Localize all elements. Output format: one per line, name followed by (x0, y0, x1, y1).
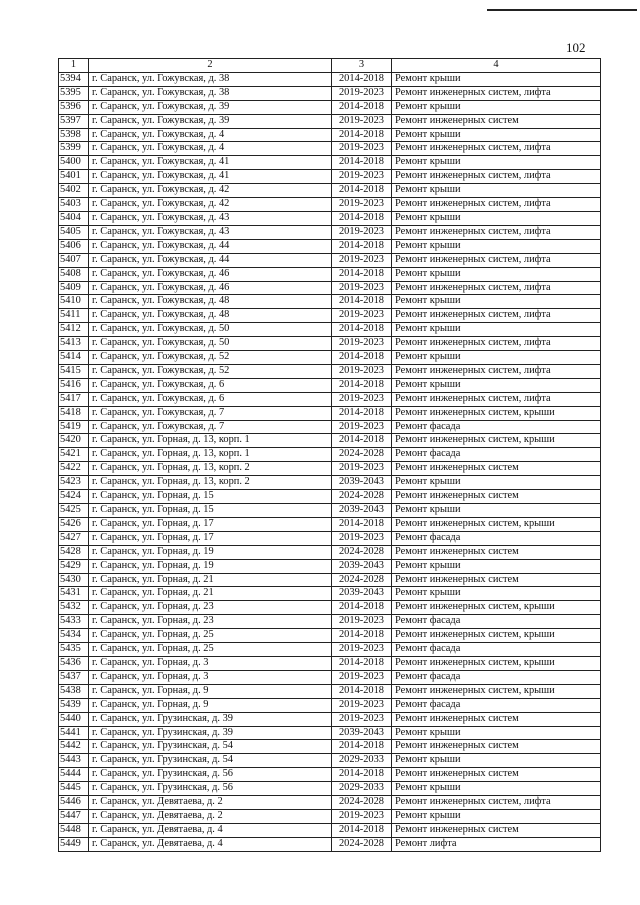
table-row (59, 504, 601, 518)
period-cell: 2014-2018 (332, 517, 392, 531)
address-cell: г. Саранск, ул. Грузинская, д. 54 (89, 740, 332, 754)
period-cell: 2014-2018 (332, 128, 392, 142)
address-cell: г. Саранск, ул. Горная, д. 19 (89, 559, 332, 573)
table-row (59, 267, 601, 281)
period-cell: 2014-2018 (332, 295, 392, 309)
address-cell: г. Саранск, ул. Гожувская, д. 52 (89, 364, 332, 378)
page-number: 102 (566, 40, 586, 55)
period-cell: 2014-2018 (332, 351, 392, 365)
table-row (59, 531, 601, 545)
row-number-cell: 5424 (59, 490, 89, 504)
work-type-cell: Ремонт крыши (392, 378, 601, 392)
table-row (59, 476, 601, 490)
address-cell: г. Саранск, ул. Гожувская, д. 50 (89, 323, 332, 337)
table-row (59, 782, 601, 796)
work-type-cell: Ремонт крыши (392, 754, 601, 768)
table-row (59, 796, 601, 810)
work-type-cell: Ремонт крыши (392, 726, 601, 740)
work-type-cell: Ремонт фасада (392, 670, 601, 684)
row-number-cell: 5449 (59, 837, 89, 851)
table-row (59, 420, 601, 434)
work-type-cell: Ремонт инженерных систем, лифта (392, 309, 601, 323)
table-row (59, 281, 601, 295)
period-cell: 2014-2018 (332, 211, 392, 225)
table-row (59, 754, 601, 768)
period-cell: 2019-2023 (332, 281, 392, 295)
address-cell: г. Саранск, ул. Горная, д. 9 (89, 698, 332, 712)
work-type-cell: Ремонт инженерных систем (392, 740, 601, 754)
row-number-cell: 5407 (59, 253, 89, 267)
work-type-cell: Ремонт инженерных систем, крыши (392, 434, 601, 448)
period-cell: 2019-2023 (332, 615, 392, 629)
table-row (59, 239, 601, 253)
work-type-cell: Ремонт крыши (392, 476, 601, 490)
row-number-cell: 5428 (59, 545, 89, 559)
address-cell: г. Саранск, ул. Гожувская, д. 39 (89, 100, 332, 114)
row-number-cell: 5441 (59, 726, 89, 740)
period-cell: 2019-2023 (332, 462, 392, 476)
table-row (59, 656, 601, 670)
address-cell: г. Саранск, ул. Гожувская, д. 48 (89, 309, 332, 323)
address-cell: г. Саранск, ул. Горная, д. 17 (89, 531, 332, 545)
work-type-cell: Ремонт фасада (392, 420, 601, 434)
address-cell: г. Саранск, ул. Гожувская, д. 38 (89, 72, 332, 86)
work-type-cell: Ремонт фасада (392, 448, 601, 462)
address-cell: г. Саранск, ул. Гожувская, д. 4 (89, 142, 332, 156)
period-cell: 2024-2028 (332, 545, 392, 559)
address-cell: г. Саранск, ул. Горная, д. 21 (89, 587, 332, 601)
column-header-1: 1 (59, 59, 89, 73)
row-number-cell: 5411 (59, 309, 89, 323)
row-number-cell: 5400 (59, 156, 89, 170)
address-cell: г. Саранск, ул. Гожувская, д. 44 (89, 239, 332, 253)
address-cell: г. Саранск, ул. Гожувская, д. 41 (89, 156, 332, 170)
row-number-cell: 5425 (59, 504, 89, 518)
table-row (59, 670, 601, 684)
work-type-cell: Ремонт инженерных систем (392, 114, 601, 128)
work-type-cell: Ремонт инженерных систем, лифта (392, 198, 601, 212)
table-row (59, 559, 601, 573)
row-number-cell: 5444 (59, 768, 89, 782)
work-type-cell: Ремонт инженерных систем (392, 490, 601, 504)
work-type-cell: Ремонт инженерных систем, лифта (392, 142, 601, 156)
address-cell: г. Саранск, ул. Грузинская, д. 39 (89, 726, 332, 740)
row-number-cell: 5434 (59, 629, 89, 643)
period-cell: 2014-2018 (332, 629, 392, 643)
work-type-cell: Ремонт крыши (392, 323, 601, 337)
period-cell: 2014-2018 (332, 239, 392, 253)
period-cell: 2029-2033 (332, 782, 392, 796)
row-number-cell: 5435 (59, 643, 89, 657)
work-type-cell: Ремонт инженерных систем, крыши (392, 656, 601, 670)
period-cell: 2014-2018 (332, 656, 392, 670)
row-number-cell: 5445 (59, 782, 89, 796)
table-row (59, 198, 601, 212)
work-type-cell: Ремонт крыши (392, 100, 601, 114)
table-row (59, 768, 601, 782)
work-type-cell: Ремонт крыши (392, 782, 601, 796)
period-cell: 2019-2023 (332, 198, 392, 212)
address-cell: г. Саранск, ул. Гожувская, д. 44 (89, 253, 332, 267)
row-number-cell: 5394 (59, 72, 89, 86)
row-number-cell: 5422 (59, 462, 89, 476)
row-number-cell: 5442 (59, 740, 89, 754)
work-type-cell: Ремонт крыши (392, 809, 601, 823)
row-number-cell: 5420 (59, 434, 89, 448)
row-number-cell: 5398 (59, 128, 89, 142)
period-cell: 2019-2023 (332, 670, 392, 684)
row-number-cell: 5409 (59, 281, 89, 295)
work-type-cell: Ремонт крыши (392, 587, 601, 601)
table-row (59, 448, 601, 462)
work-type-cell: Ремонт крыши (392, 72, 601, 86)
work-type-cell: Ремонт крыши (392, 351, 601, 365)
address-cell: г. Саранск, ул. Гожувская, д. 41 (89, 170, 332, 184)
work-type-cell: Ремонт инженерных систем, лифта (392, 796, 601, 810)
address-cell: г. Саранск, ул. Горная, д. 19 (89, 545, 332, 559)
row-number-cell: 5431 (59, 587, 89, 601)
period-cell: 2039-2043 (332, 726, 392, 740)
table-row (59, 128, 601, 142)
table-row (59, 615, 601, 629)
period-cell: 2024-2028 (332, 837, 392, 851)
work-type-cell: Ремонт лифта (392, 837, 601, 851)
address-cell: г. Саранск, ул. Горная, д. 13, корп. 2 (89, 462, 332, 476)
work-type-cell: Ремонт инженерных систем (392, 712, 601, 726)
address-cell: г. Саранск, ул. Девятаева, д. 2 (89, 796, 332, 810)
row-number-cell: 5397 (59, 114, 89, 128)
period-cell: 2024-2028 (332, 490, 392, 504)
table-row (59, 684, 601, 698)
work-type-cell: Ремонт инженерных систем (392, 462, 601, 476)
work-type-cell: Ремонт крыши (392, 267, 601, 281)
table-row (59, 184, 601, 198)
work-type-cell: Ремонт крыши (392, 128, 601, 142)
table-row (59, 629, 601, 643)
address-cell: г. Саранск, ул. Грузинская, д. 39 (89, 712, 332, 726)
work-type-cell: Ремонт инженерных систем, крыши (392, 601, 601, 615)
address-cell: г. Саранск, ул. Горная, д. 25 (89, 643, 332, 657)
row-number-cell: 5401 (59, 170, 89, 184)
work-type-cell: Ремонт инженерных систем, крыши (392, 406, 601, 420)
period-cell: 2014-2018 (332, 406, 392, 420)
table-header-row (59, 59, 601, 73)
row-number-cell: 5416 (59, 378, 89, 392)
address-cell: г. Саранск, ул. Горная, д. 15 (89, 490, 332, 504)
row-number-cell: 5405 (59, 225, 89, 239)
row-number-cell: 5396 (59, 100, 89, 114)
work-type-cell: Ремонт крыши (392, 295, 601, 309)
work-type-cell: Ремонт крыши (392, 156, 601, 170)
table-body (59, 72, 601, 851)
period-cell: 2019-2023 (332, 253, 392, 267)
address-cell: г. Саранск, ул. Грузинская, д. 56 (89, 782, 332, 796)
table-row (59, 740, 601, 754)
address-cell: г. Саранск, ул. Горная, д. 17 (89, 517, 332, 531)
period-cell: 2029-2033 (332, 754, 392, 768)
table-row (59, 823, 601, 837)
address-cell: г. Саранск, ул. Горная, д. 9 (89, 684, 332, 698)
period-cell: 2014-2018 (332, 267, 392, 281)
period-cell: 2019-2023 (332, 420, 392, 434)
row-number-cell: 5447 (59, 809, 89, 823)
table-row (59, 337, 601, 351)
address-cell: г. Саранск, ул. Девятаева, д. 4 (89, 837, 332, 851)
table-row (59, 517, 601, 531)
work-type-cell: Ремонт крыши (392, 559, 601, 573)
address-cell: г. Саранск, ул. Горная, д. 15 (89, 504, 332, 518)
period-cell: 2039-2043 (332, 476, 392, 490)
work-type-cell: Ремонт инженерных систем (392, 573, 601, 587)
address-cell: г. Саранск, ул. Гожувская, д. 7 (89, 406, 332, 420)
period-cell: 2014-2018 (332, 72, 392, 86)
period-cell: 2019-2023 (332, 698, 392, 712)
period-cell: 2039-2043 (332, 587, 392, 601)
row-number-cell: 5404 (59, 211, 89, 225)
row-number-cell: 5421 (59, 448, 89, 462)
address-cell: г. Саранск, ул. Гожувская, д. 42 (89, 198, 332, 212)
column-header-2: 2 (89, 59, 332, 73)
table-row (59, 364, 601, 378)
row-number-cell: 5432 (59, 601, 89, 615)
work-type-cell: Ремонт крыши (392, 211, 601, 225)
row-number-cell: 5446 (59, 796, 89, 810)
address-cell: г. Саранск, ул. Гожувская, д. 46 (89, 281, 332, 295)
address-cell: г. Саранск, ул. Девятаева, д. 4 (89, 823, 332, 837)
work-type-cell: Ремонт крыши (392, 239, 601, 253)
period-cell: 2024-2028 (332, 448, 392, 462)
work-type-cell: Ремонт инженерных систем, крыши (392, 517, 601, 531)
table-row (59, 726, 601, 740)
row-number-cell: 5402 (59, 184, 89, 198)
address-cell: г. Саранск, ул. Девятаева, д. 2 (89, 809, 332, 823)
period-cell: 2019-2023 (332, 712, 392, 726)
table-row (59, 712, 601, 726)
address-cell: г. Саранск, ул. Гожувская, д. 43 (89, 211, 332, 225)
address-cell: г. Саранск, ул. Горная, д. 21 (89, 573, 332, 587)
period-cell: 2014-2018 (332, 323, 392, 337)
row-number-cell: 5412 (59, 323, 89, 337)
row-number-cell: 5443 (59, 754, 89, 768)
row-number-cell: 5408 (59, 267, 89, 281)
period-cell: 2019-2023 (332, 364, 392, 378)
address-cell: г. Саранск, ул. Гожувская, д. 50 (89, 337, 332, 351)
address-cell: г. Саранск, ул. Горная, д. 25 (89, 629, 332, 643)
period-cell: 2019-2023 (332, 114, 392, 128)
work-type-cell: Ремонт инженерных систем, лифта (392, 225, 601, 239)
column-header-3: 3 (332, 59, 392, 73)
period-cell: 2014-2018 (332, 100, 392, 114)
work-type-cell: Ремонт инженерных систем (392, 768, 601, 782)
work-type-cell: Ремонт инженерных систем (392, 545, 601, 559)
address-cell: г. Саранск, ул. Гожувская, д. 46 (89, 267, 332, 281)
table-row (59, 392, 601, 406)
period-cell: 2039-2043 (332, 559, 392, 573)
work-type-cell: Ремонт инженерных систем, лифта (392, 281, 601, 295)
work-type-cell: Ремонт фасада (392, 643, 601, 657)
table-row (59, 698, 601, 712)
top-rule (487, 9, 637, 11)
table-row (59, 378, 601, 392)
row-number-cell: 5418 (59, 406, 89, 420)
address-cell: г. Саранск, ул. Гожувская, д. 6 (89, 378, 332, 392)
row-number-cell: 5448 (59, 823, 89, 837)
period-cell: 2014-2018 (332, 434, 392, 448)
row-number-cell: 5415 (59, 364, 89, 378)
address-cell: г. Саранск, ул. Гожувская, д. 48 (89, 295, 332, 309)
table-row (59, 100, 601, 114)
address-cell: г. Саранск, ул. Грузинская, д. 56 (89, 768, 332, 782)
address-cell: г. Саранск, ул. Горная, д. 13, корп. 1 (89, 448, 332, 462)
row-number-cell: 5426 (59, 517, 89, 531)
address-cell: г. Саранск, ул. Гожувская, д. 38 (89, 86, 332, 100)
work-type-cell: Ремонт инженерных систем, лифта (392, 392, 601, 406)
period-cell: 2039-2043 (332, 504, 392, 518)
row-number-cell: 5439 (59, 698, 89, 712)
repair-schedule-table (58, 58, 601, 852)
period-cell: 2014-2018 (332, 823, 392, 837)
table-row (59, 323, 601, 337)
work-type-cell: Ремонт крыши (392, 504, 601, 518)
column-header-4: 4 (392, 59, 601, 73)
period-cell: 2014-2018 (332, 601, 392, 615)
period-cell: 2019-2023 (332, 309, 392, 323)
row-number-cell: 5417 (59, 392, 89, 406)
row-number-cell: 5436 (59, 656, 89, 670)
period-cell: 2019-2023 (332, 643, 392, 657)
table-row (59, 351, 601, 365)
work-type-cell: Ремонт инженерных систем (392, 823, 601, 837)
table-row (59, 434, 601, 448)
table-row (59, 573, 601, 587)
work-type-cell: Ремонт инженерных систем, крыши (392, 629, 601, 643)
row-number-cell: 5403 (59, 198, 89, 212)
period-cell: 2019-2023 (332, 170, 392, 184)
period-cell: 2019-2023 (332, 142, 392, 156)
table-row (59, 643, 601, 657)
period-cell: 2019-2023 (332, 809, 392, 823)
address-cell: г. Саранск, ул. Гожувская, д. 43 (89, 225, 332, 239)
address-cell: г. Саранск, ул. Гожувская, д. 52 (89, 351, 332, 365)
address-cell: г. Саранск, ул. Горная, д. 13, корп. 1 (89, 434, 332, 448)
period-cell: 2024-2028 (332, 796, 392, 810)
table-row (59, 142, 601, 156)
period-cell: 2014-2018 (332, 768, 392, 782)
period-cell: 2019-2023 (332, 531, 392, 545)
address-cell: г. Саранск, ул. Гожувская, д. 4 (89, 128, 332, 142)
row-number-cell: 5399 (59, 142, 89, 156)
row-number-cell: 5423 (59, 476, 89, 490)
table-row (59, 587, 601, 601)
table-row (59, 406, 601, 420)
table-row (59, 211, 601, 225)
table-row (59, 170, 601, 184)
work-type-cell: Ремонт крыши (392, 184, 601, 198)
table-row (59, 462, 601, 476)
work-type-cell: Ремонт фасада (392, 698, 601, 712)
row-number-cell: 5430 (59, 573, 89, 587)
period-cell: 2024-2028 (332, 573, 392, 587)
table-row (59, 156, 601, 170)
address-cell: г. Саранск, ул. Грузинская, д. 54 (89, 754, 332, 768)
row-number-cell: 5433 (59, 615, 89, 629)
table-row (59, 253, 601, 267)
work-type-cell: Ремонт инженерных систем, лифта (392, 253, 601, 267)
address-cell: г. Саранск, ул. Гожувская, д. 42 (89, 184, 332, 198)
table-row (59, 295, 601, 309)
table-row (59, 601, 601, 615)
period-cell: 2014-2018 (332, 156, 392, 170)
row-number-cell: 5419 (59, 420, 89, 434)
period-cell: 2014-2018 (332, 378, 392, 392)
work-type-cell: Ремонт инженерных систем, лифта (392, 337, 601, 351)
address-cell: г. Саранск, ул. Гожувская, д. 39 (89, 114, 332, 128)
address-cell: г. Саранск, ул. Горная, д. 3 (89, 656, 332, 670)
period-cell: 2019-2023 (332, 225, 392, 239)
period-cell: 2019-2023 (332, 392, 392, 406)
address-cell: г. Саранск, ул. Горная, д. 23 (89, 601, 332, 615)
row-number-cell: 5410 (59, 295, 89, 309)
table-row (59, 490, 601, 504)
table-row (59, 309, 601, 323)
work-type-cell: Ремонт инженерных систем, крыши (392, 684, 601, 698)
table-row (59, 545, 601, 559)
address-cell: г. Саранск, ул. Горная, д. 13, корп. 2 (89, 476, 332, 490)
work-type-cell: Ремонт фасада (392, 531, 601, 545)
work-type-cell: Ремонт фасада (392, 615, 601, 629)
table-row (59, 809, 601, 823)
row-number-cell: 5413 (59, 337, 89, 351)
row-number-cell: 5429 (59, 559, 89, 573)
table-row (59, 72, 601, 86)
row-number-cell: 5406 (59, 239, 89, 253)
row-number-cell: 5395 (59, 86, 89, 100)
period-cell: 2019-2023 (332, 337, 392, 351)
work-type-cell: Ремонт инженерных систем, лифта (392, 86, 601, 100)
work-type-cell: Ремонт инженерных систем, лифта (392, 364, 601, 378)
row-number-cell: 5440 (59, 712, 89, 726)
address-cell: г. Саранск, ул. Горная, д. 3 (89, 670, 332, 684)
table-row (59, 225, 601, 239)
address-cell: г. Саранск, ул. Гожувская, д. 7 (89, 420, 332, 434)
address-cell: г. Саранск, ул. Гожувская, д. 6 (89, 392, 332, 406)
row-number-cell: 5438 (59, 684, 89, 698)
row-number-cell: 5427 (59, 531, 89, 545)
period-cell: 2014-2018 (332, 684, 392, 698)
row-number-cell: 5437 (59, 670, 89, 684)
table-row (59, 837, 601, 851)
table-row (59, 86, 601, 100)
work-type-cell: Ремонт инженерных систем, лифта (392, 170, 601, 184)
table-row (59, 114, 601, 128)
period-cell: 2014-2018 (332, 740, 392, 754)
address-cell: г. Саранск, ул. Горная, д. 23 (89, 615, 332, 629)
row-number-cell: 5414 (59, 351, 89, 365)
period-cell: 2019-2023 (332, 86, 392, 100)
period-cell: 2014-2018 (332, 184, 392, 198)
